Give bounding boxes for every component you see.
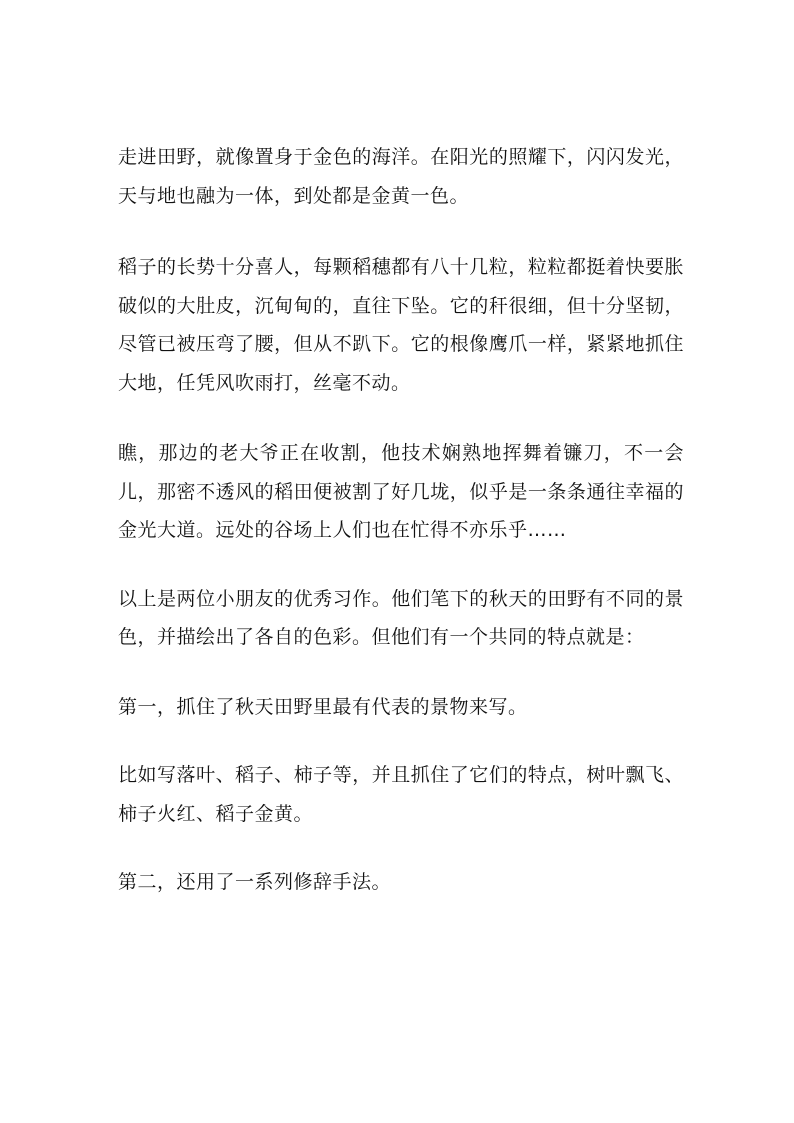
paragraph-golden-field: 走进田野，就像置身于金色的海洋。在阳光的照耀下，闪闪发光，天与地也融为一体，到处都是金黄一色。 (118, 146, 684, 207)
paragraph-example: 比如写落叶、稻子、柿子等，并且抓住了它们的特点，树叶飘飞、柿子火红、稻子金黄。 (118, 764, 684, 825)
paragraph-point-one: 第一，抓住了秋天田野里最有代表的景物来写。 (118, 695, 528, 718)
paragraph-point-two: 第二，还用了一系列修辞手法。 (118, 871, 392, 893)
paragraph-rice-growth: 稻子的长势十分喜人，每颗稻穗都有八十几粒，粒粒都挺着快要胀破似的大肚皮，沉甸甸的，直往下坠。它的秆很细，但十分坚韧，尽管已被压弯了腰，但从不趴下。它的根像鹰爪一样，紧紧地抓住大地，任凭风吹雨打，丝毫不动。 (118, 256, 684, 394)
paragraph-commentary: 以上是两位小朋友的优秀习作。他们笔下的秋天的田野有不同的景色，并描绘出了各自的色彩。但他们有一个共同的特点就是： (118, 587, 684, 648)
paragraph-harvest: 瞧，那边的老大爷正在收割，他技术娴熟地挥舞着镰刀，不一会儿，那密不透风的稻田便被割了好几垅，似乎是一条条通往幸福的金光大道。远处的谷场上人们也在忙得不亦乐乎…… (118, 442, 684, 541)
document-body (118, 138, 684, 930)
